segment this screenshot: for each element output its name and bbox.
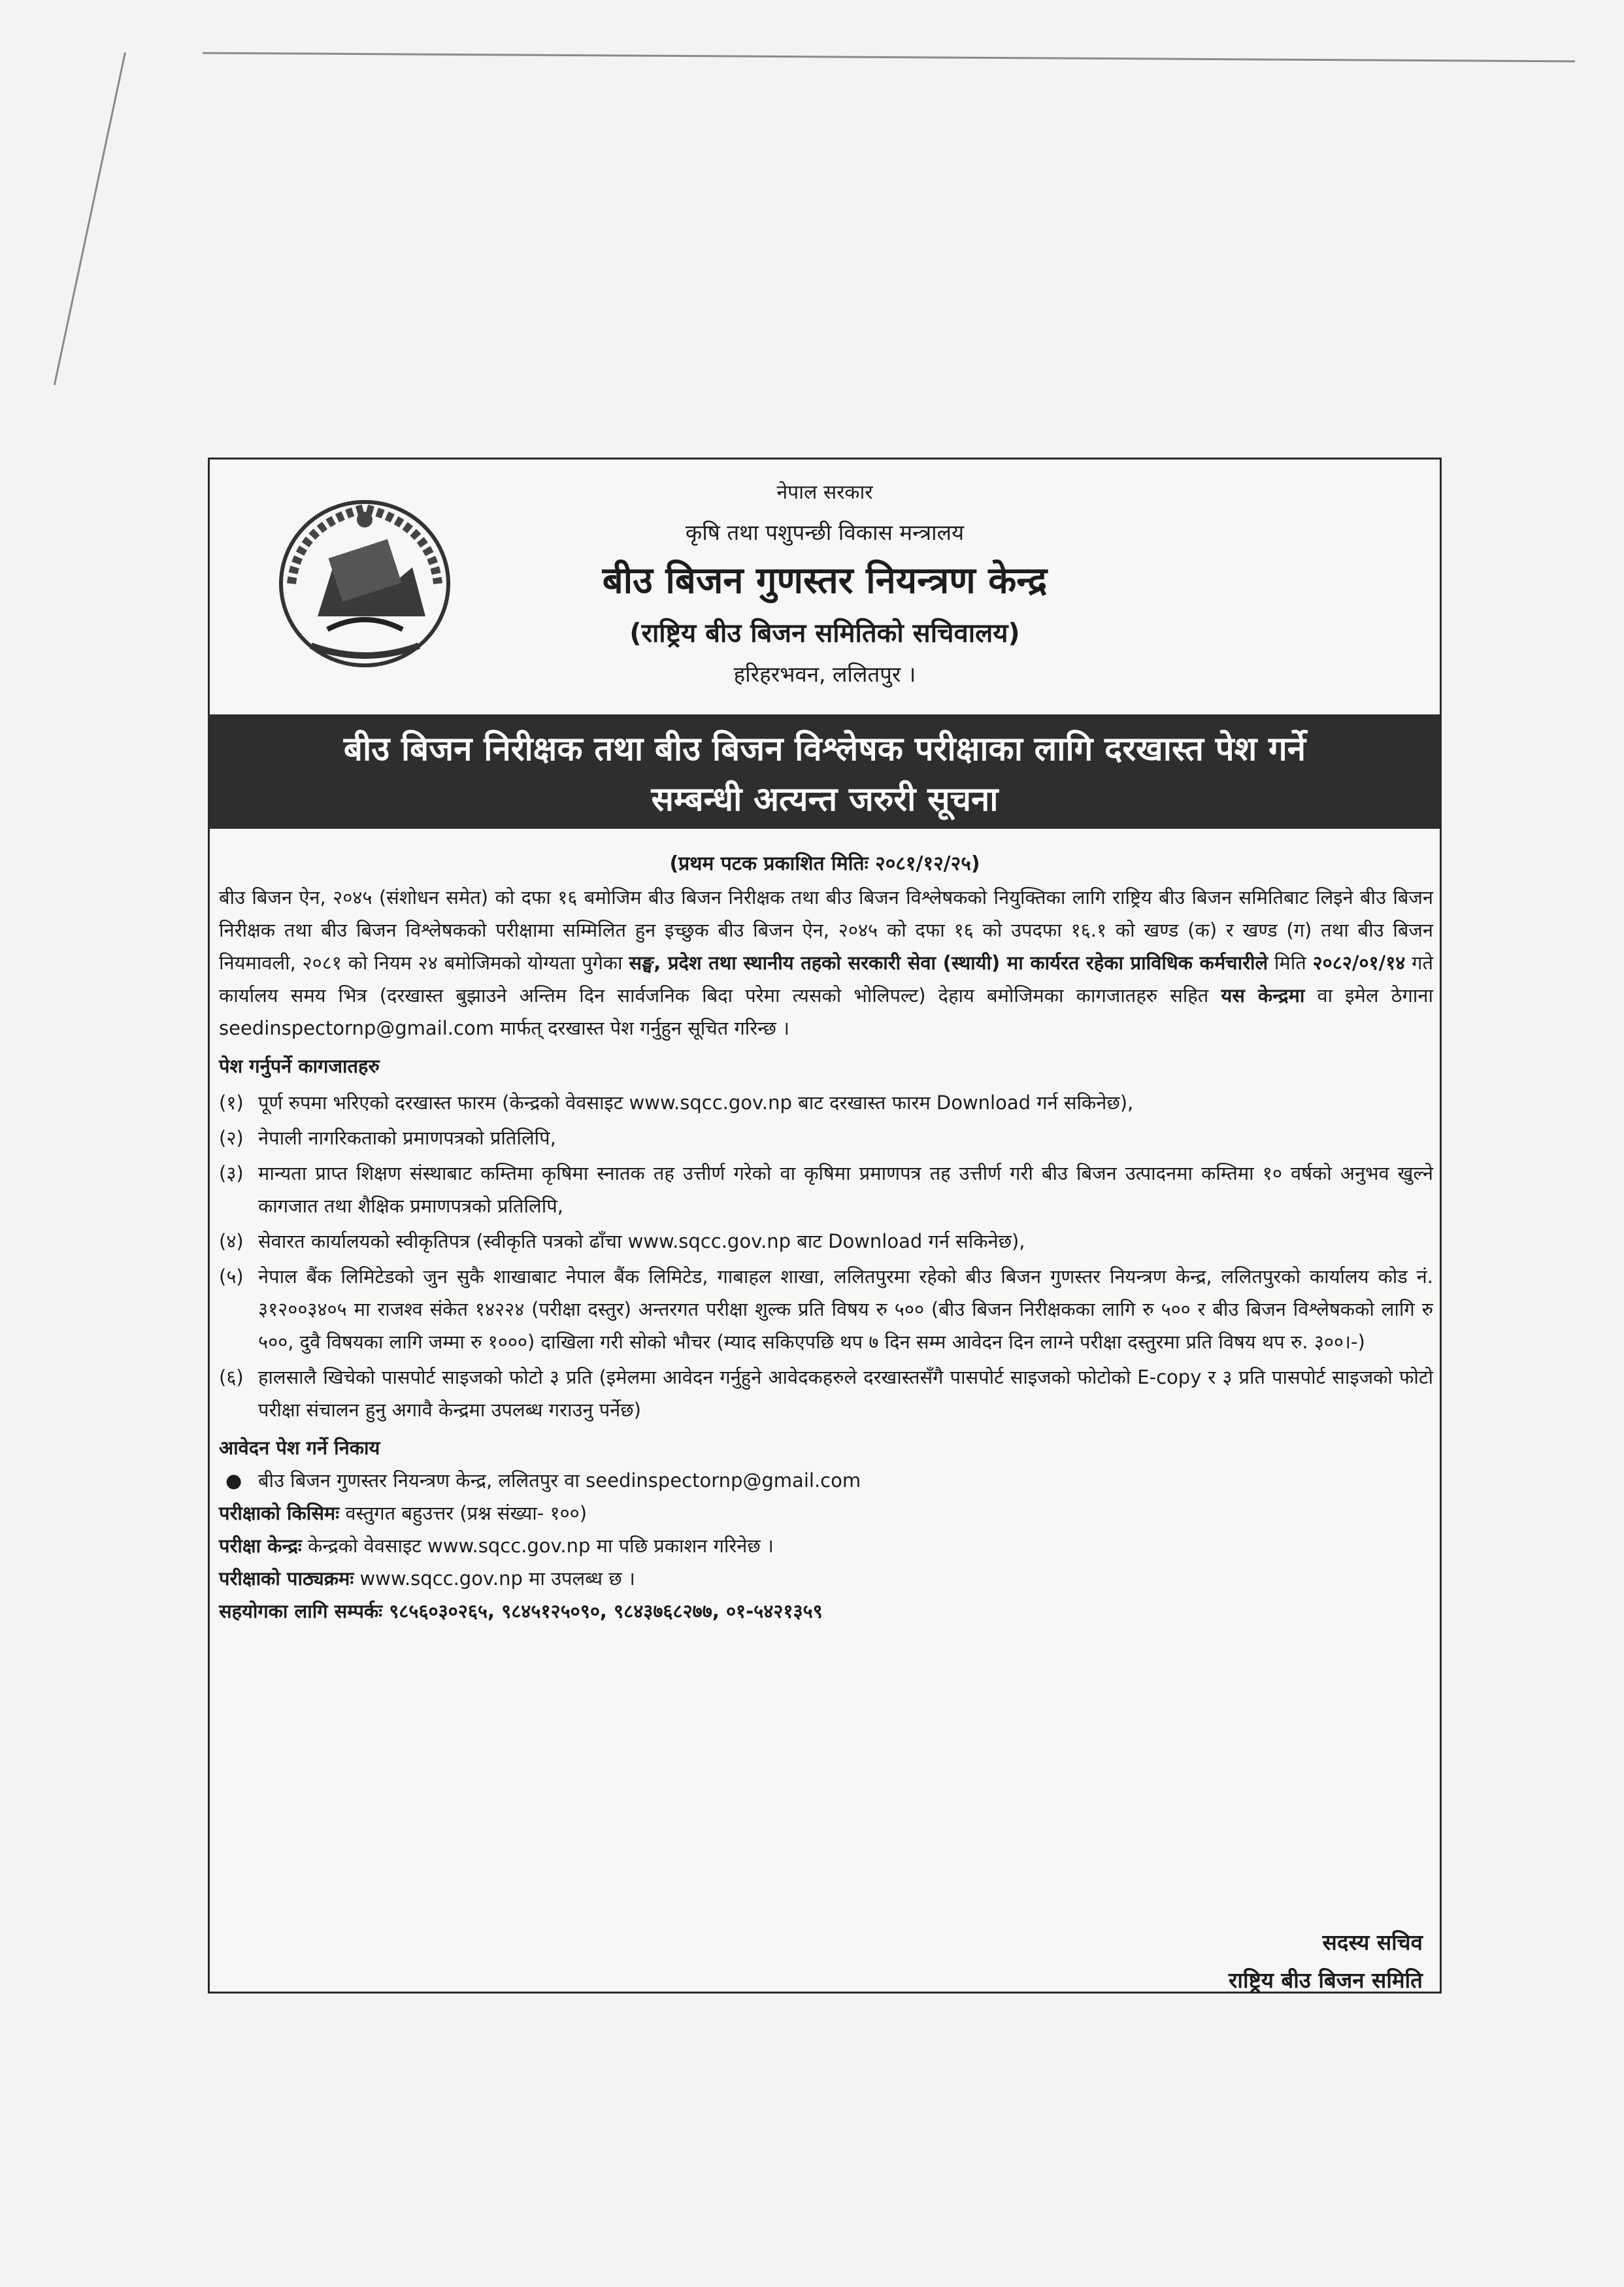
list-item <box>219 1225 1433 1258</box>
intro-text: मिति <box>1268 952 1313 974</box>
contact-numbers: ९८५६०३०२६५, ९८४५१२५०९०, ९८४३७६८२७७, ०१-५४२१३५९ <box>382 1600 823 1622</box>
signatory-title: सदस्य सचिव <box>1322 1929 1423 1955</box>
list-item <box>219 1361 1433 1426</box>
item-number: (१) <box>219 1092 244 1114</box>
item-number: (२) <box>219 1127 244 1149</box>
banner-title-line1: बीउ बिजन निरीक्षक तथा बीउ बिजन विश्लेषक परीक्षाका लागि दरखास्त पेश गर्ने <box>343 730 1306 769</box>
notice-body <box>219 881 1433 1628</box>
intro-office: यस केन्द्रमा <box>1221 984 1305 1007</box>
list-item <box>219 1086 1433 1119</box>
item-text: सेवारत कार्यालयको स्वीकृतिपत्र (स्वीकृति पत्रको ढाँचा www.sqcc.gov.np बाट Download गर्न सकिनेछ), <box>258 1230 1025 1252</box>
signatory-organization: राष्ट्रिय बीउ बिजन समिति <box>1228 1967 1423 1993</box>
banner-title-line2: सम्बन्धी अत्यन्त जरुरी सूचना <box>651 780 999 819</box>
intro-text: वा इमेल ठेगाना seedinspectornp@gmail.com मार्फत् दरखास्त पेश गर्नुहुन सूचित गरिन्छ । <box>219 984 1433 1039</box>
application-body-heading: आवेदन पेश गर्ने निकाय <box>219 1437 380 1459</box>
header-ministry: कृषि तथा पशुपन्छी विकास मन्त्रालय <box>685 520 965 545</box>
list-item <box>219 1122 1433 1154</box>
notice-title-banner <box>210 714 1440 829</box>
letterhead <box>210 459 1440 711</box>
item-number: (३) <box>219 1162 244 1184</box>
contact-label: सहयोगका लागि सम्पर्कः <box>219 1600 383 1622</box>
item-text: पूर्ण रुपमा भरिएको दरखास्त फारम (केन्द्रको वेवसाइट www.sqcc.gov.np बाट दरखास्त फारम Download गर्न सकिनेछ), <box>258 1092 1134 1114</box>
exam-type-value: वस्तुगत बहुउत्तर (प्रश्न संख्या- १००) <box>339 1502 588 1524</box>
header-government: नेपाल सरकार <box>776 481 873 504</box>
application-body-item <box>219 1464 1433 1497</box>
intro-paragraph <box>219 881 1433 1044</box>
bullet-icon: ● <box>225 1469 242 1492</box>
exam-syllabus <box>219 1562 1433 1595</box>
syllabus-label: परीक्षाको पाठ्यक्रमः <box>219 1567 354 1590</box>
intro-text: गते कार्यालय समय भित्र (दरखास्त बुझाउने अन्तिम दिन सार्वजनिक बिदा परेमा त्यसको भोलिपल्ट) देहाय बमोजिमका कागजातहरु सहित <box>219 952 1433 1007</box>
item-text: हालसालै खिचेको पासपोर्ट साइजको फोटो ३ प्रति (इमेलमा आवेदन गर्नुहुने आवेदकहरुले दरखास्तसँगै पासपोर्ट साइजको फोटोको E-copy र ३ प्रति पासपोर्ट साइजको फोटो परीक्षा संचालन हुनु अगावै केन्द्रमा उपलब्ध गराउनु पर्नेछ) <box>258 1366 1433 1421</box>
list-item <box>219 1157 1433 1222</box>
exam-type-label: परीक्षाको किसिमः <box>219 1502 340 1524</box>
documents-list <box>219 1086 1433 1426</box>
exam-type <box>219 1497 1433 1529</box>
intro-eligible-staff: सङ्घ, प्रदेश तथा स्थानीय तहको सरकारी सेवा (स्थायी) मा कार्यरत रहेका प्राविधिक कर्मचारीले <box>629 952 1268 974</box>
intro-text: बीउ बिजन ऐन, २०४५ (संशोधन समेत) को दफा १६ बमोजिम बीउ बिजन निरीक्षक तथा बीउ बिजन विश्लेषकको नियुक्तिका लागि राष्ट्रिय बीउ बिजन समितिबाट लिइने बीउ बिजन निरीक्षक तथा बीउ बिजन विश्लेषकको परीक्षामा सम्मिलित हुन इच्छुक बीउ बिजन ऐन, २०४५ को दफा १६ को उपदफा १६.१ को खण्ड (क) र खण्ड (ग) तथा बीउ बिजन नियमावली, २०८१ को नियम २४ बमोजिमको योग्यता पुगेका <box>219 886 1433 974</box>
signature-block <box>1229 1924 1423 1999</box>
header-address: हरिहरभवन, ललितपुर । <box>733 661 916 687</box>
exam-center-label: परीक्षा केन्द्रः <box>219 1535 302 1557</box>
item-number: (४) <box>219 1230 244 1252</box>
notice-document <box>208 458 1442 1994</box>
header-secretariat: (राष्ट्रिय बीउ बिजन समितिको सचिवालय) <box>629 618 1020 648</box>
application-body-text: बीउ बिजन गुणस्तर नियन्त्रण केन्द्र, ललितपुर वा seedinspectornp@gmail.com <box>258 1469 861 1492</box>
item-text: मान्यता प्राप्त शिक्षण संस्थाबाट कम्तिमा कृषिमा स्नातक तह उत्तीर्ण गरेको वा कृषिमा प्रमाणपत्र तह उत्तीर्ण गरी बीउ बिजन उत्पादनमा कम्तिमा १० वर्षको अनुभव खुल्ने कागजात तथा शैक्षिक प्रमाणपत्रको प्रतिलिपि, <box>258 1162 1433 1217</box>
documents-heading: पेश गर्नुपर्ने कागजातहरु <box>219 1055 380 1077</box>
item-number: (५) <box>219 1265 244 1288</box>
exam-center <box>219 1529 1433 1562</box>
scan-edge-top <box>203 52 1575 63</box>
header-office-name: बीउ बिजन गुणस्तर नियन्त्रण केन्द्र <box>602 559 1048 602</box>
exam-center-value: केन्द्रको वेवसाइट www.sqcc.gov.np मा पछि प्रकाशन गरिनेछ । <box>301 1535 774 1557</box>
contact-info <box>219 1595 1433 1628</box>
syllabus-value: www.sqcc.gov.np मा उपलब्ध छ । <box>354 1567 635 1590</box>
publication-date: (प्रथम पटक प्रकाशित मितिः २०८१/१२/२५) <box>669 852 980 875</box>
list-item <box>219 1260 1433 1358</box>
deadline-date: २०८२/०१/१४ <box>1312 952 1406 974</box>
item-text: नेपाली नागरिकताको प्रमाणपत्रको प्रतिलिपि, <box>258 1127 556 1149</box>
item-text: नेपाल बैंक लिमिटेडको जुन सुकै शाखाबाट नेपाल बैंक लिमिटेड, गाबाहल शाखा, ललितपुरमा रहेको बीउ बिजन गुणस्तर नियन्त्रण केन्द्र, ललितपुरको कार्यालय कोड नं. ३१२००३४०५ मा राजश्व संकेत १४२२४ (परीक्षा दस्तुर) अन्तरगत परीक्षा शुल्क प्रति विषय रु ५०० (बीउ बिजन निरीक्षकका लागि रु ५०० र बीउ बिजन विश्लेषकको लागि रु ५००, दुवै विषयका लागि जम्मा रु १०००) दाखिला गरी सोको भौचर (म्याद सकिएपछि थप ७ दिन सम्म आवेदन दिन लाग्ने परीक्षा दस्तुरमा प्रति विषय थप रु. ३००।-) <box>258 1265 1433 1353</box>
item-number: (६) <box>219 1366 244 1388</box>
scan-edge-left <box>54 52 126 385</box>
